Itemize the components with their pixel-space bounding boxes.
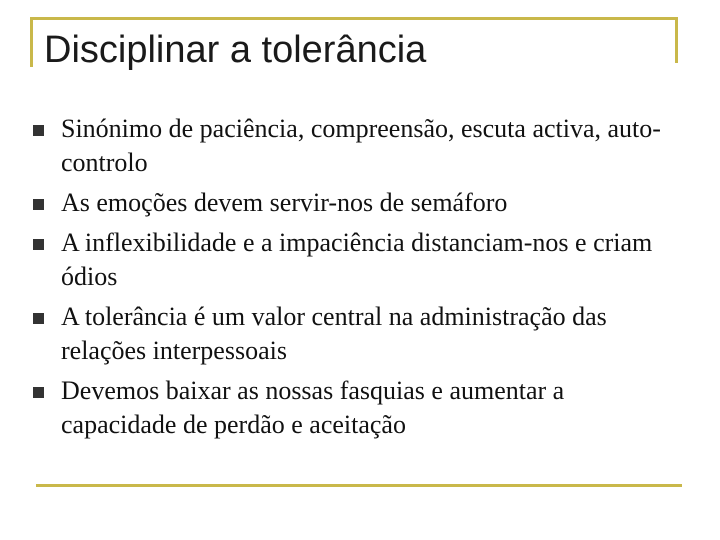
square-bullet-icon [33,239,44,250]
bullet-text: A inflexibilidade e a impaciência distanciam-nos e criam ódios [61,228,653,291]
square-bullet-icon [33,125,44,136]
square-bullet-icon [33,387,44,398]
square-bullet-icon [33,313,44,324]
square-bullet-icon [33,199,44,210]
bullet-text: As emoções devem servir-nos de semáforo [61,188,508,217]
bullet-item-1 [30,112,680,180]
title-frame-right-line [675,17,678,63]
bottom-rule-line [36,484,682,487]
title-frame-top-line [30,17,678,20]
bullet-item-4 [30,300,680,368]
title-frame-left-line [30,17,33,67]
bullet-item-5 [30,374,680,442]
slide-title: Disciplinar a tolerância [44,29,427,71]
bullet-text: A tolerância é um valor central na administração das relações interpessoais [61,302,607,365]
bullet-list [30,112,680,448]
bullet-text: Sinónimo de paciência, compreensão, escuta activa, auto-controlo [61,114,661,177]
bullet-text: Devemos baixar as nossas fasquias e aumentar a capacidade de perdão e aceitação [61,376,565,439]
bullet-item-3 [30,226,680,294]
bullet-item-2 [30,186,680,220]
